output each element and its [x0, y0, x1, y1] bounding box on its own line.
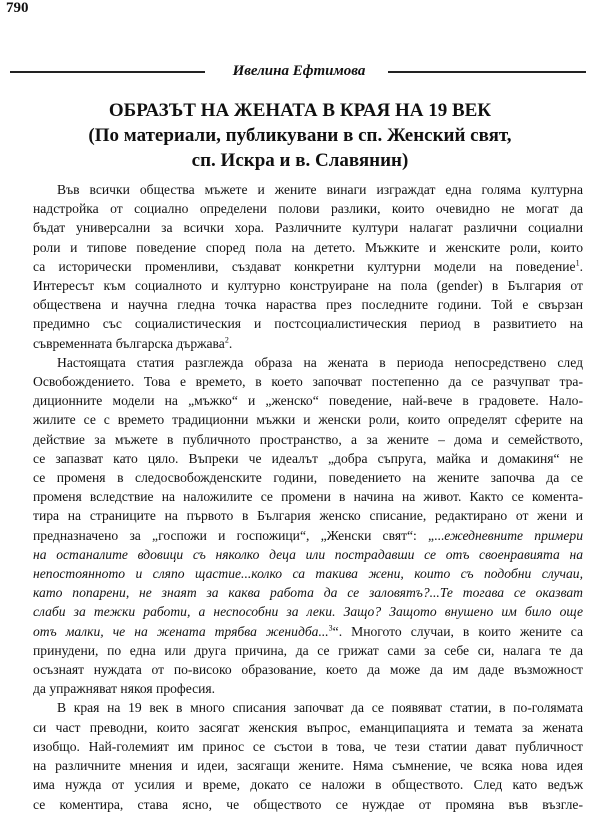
- text-line: В края на 19 век в много списания започват да се появяват статии, в по-голямата: [57, 700, 583, 716]
- text-line: се запазват като цяло. Въпреки че идеалът „добра съпруга, майка и домакиня“ не: [33, 450, 583, 466]
- text-line: Във всички общества мъжете и жените винаги изграждат една голяма културна: [57, 182, 583, 197]
- text-line-fn1: са исторически променливи, създават конкретни културни модели на поведение$^1$.: [33, 258, 583, 274]
- text-line: се променя в следосвобожденските години, поведението на жените започва да се: [33, 470, 583, 486]
- running-header: [10, 62, 586, 80]
- header-rule-left: [10, 71, 205, 73]
- text-line-quote-start: [33, 526, 583, 545]
- text-line: обществена и научна гледна точка нараства през последните години. Той е свързан: [33, 297, 583, 313]
- page-number: 790: [6, 0, 29, 16]
- text-line: да упражняват някоя професия.: [33, 681, 216, 697]
- text-segment: “. Многото случаи, в които жените са: [332, 623, 583, 639]
- header-author: Ивелина Ефтимова: [232, 63, 366, 79]
- text-line: осъзнаят нуждата от по-високо образование, което да може да им даде възможност: [33, 662, 583, 678]
- footnote-ref-2: 2: [224, 335, 229, 345]
- text-segment: са исторически променливи, създават конкретни културни модели на поведение: [33, 258, 576, 274]
- text-line: бъдат универсални за всички хора. Различните култури налагат различни социални: [33, 220, 583, 236]
- text-line: жилите се с времето традиционни мъжки и женски роли, които определят сферите на: [33, 412, 583, 428]
- quote-line: слаби за тежки работи, а неспособни за леки. Защо? Защото внушено им било още: [33, 604, 583, 620]
- paragraph-1: [33, 180, 583, 353]
- text-line: изобщо. Най-големият им принос се състои в това, че тези статии дават публичност: [33, 738, 583, 754]
- text-segment: предназначено за „госпожи и госпожици“, „Женски свят“: „...: [33, 527, 445, 543]
- title-line-1: ОБРАЗЪТ НА ЖЕНАТА В КРАЯ НА 19 ВЕК: [108, 100, 492, 121]
- text-line: Настоящата статия разглежда образа на жената в периода непосредствено след: [57, 354, 583, 370]
- text-line: Освобождението. Това е времето, в което започват постепенно да се разчупват тра-: [33, 374, 583, 390]
- quote-line: непостоянното и сляпо щастие...колко са такива жени, които съ подобни случаи,: [33, 566, 583, 582]
- text-line: си част преводни, които засягат женския въпрос, еманципацията и темата за жената: [33, 719, 583, 735]
- text-segment: съвременната българска държава: [33, 335, 225, 351]
- text-line: предимно със социалистическия и постсоциалистическия период в развитието на: [33, 316, 583, 332]
- quote-line: като попарени, не знаят за каква работа да се заловятъ?...Те тогава се оказват: [33, 585, 583, 601]
- text-line-fn3: [33, 622, 583, 641]
- text-line: принудени, по една или друга причина, да се грижат сами за себе си, налага те да: [33, 642, 583, 658]
- text-line: диционните модели на „мъжко“ и „женско“ поведение, най-вече в градовете. Нало-: [33, 393, 583, 409]
- title-line-2: (По материали, публикувани в сп. Женский свят,: [88, 125, 512, 146]
- title-line-3: сп. Искра и в. Славянин): [191, 150, 409, 171]
- text-line: променя вследствие на наложилите се промени в начина на живот. Както се комента-: [33, 489, 583, 505]
- text-line: действие за мъжете в публичното пространство, а за жените – дома и семейството,: [33, 431, 583, 447]
- footnote-ref-1: 1: [575, 258, 580, 268]
- header-rule-right: [388, 71, 586, 73]
- quote-line: на останалите вдовици съ няколко деца или пострадавши се отъ своенравията на: [33, 546, 583, 562]
- quote-segment: отъ малки, че на жената трябва женидба...: [33, 623, 329, 639]
- paragraph-3: [33, 698, 583, 813]
- footnote-ref-3: 3: [328, 623, 333, 633]
- text-line-fn2: съвременната българска държава$^2$.: [33, 335, 233, 351]
- paragraph-2: [33, 353, 583, 699]
- text-line: тира на страниците на първото в България женско списание, редактирано от жени и: [33, 508, 583, 524]
- text-line: роли и типове поведение според пола на детето. Мъжките и женските роли, които: [33, 239, 583, 255]
- text-line: надстройка от социално определени полови разлики, които очевидно не могат да: [33, 201, 583, 217]
- text-line: се коментира, става ясно, че обществото се нуждае от промяна във възгле-: [33, 796, 583, 812]
- text-line: на различните мнения и идеи, засягащи жените. Няма съмнение, че всяка нова идея: [33, 758, 583, 774]
- article-title: [40, 98, 560, 173]
- article-body: [33, 180, 583, 814]
- quote-segment: ежедневните примери: [444, 527, 583, 543]
- text-line: има нужда от усилия и време, докато се наложи в обществото. След като ведъж: [33, 777, 583, 793]
- text-line: Интересът към социалното и културно конструиране на пола (gender) в България от: [33, 278, 583, 294]
